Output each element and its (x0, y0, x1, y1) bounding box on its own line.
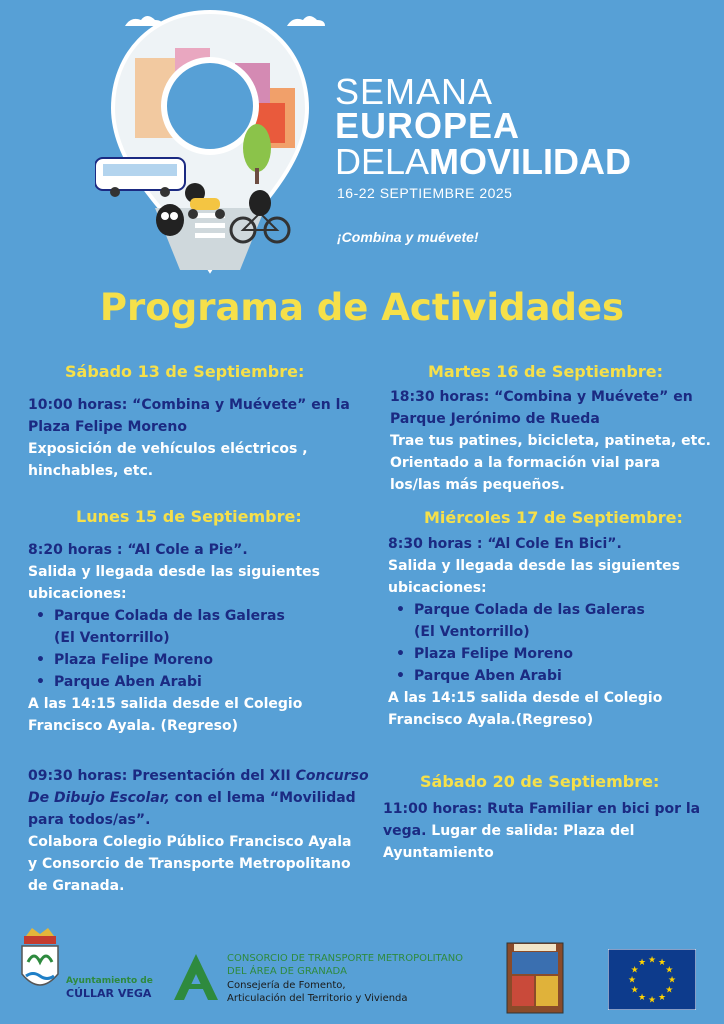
sat13-line2: Plaza Felipe Moreno (28, 419, 187, 435)
concurso-line3: para todos/as”. (28, 812, 151, 828)
consorcio-line1: CONSORCIO DE TRANSPORTE METROPOLITANO (227, 953, 464, 964)
brand-movilidad: MOVILIDAD (429, 141, 632, 182)
tue16-line4: Orientado a la formación vial para (390, 455, 661, 471)
junta-andalucia-logo-icon (170, 952, 222, 1002)
wed17-line2: Salida y llegada desde las siguientes (388, 558, 680, 574)
sat13-line1: 10:00 horas: “Combina y Muévete” en la (28, 397, 350, 413)
list-item-continuation: (El Ventorrillo) (414, 624, 530, 640)
wed17-line3: ubicaciones: (388, 580, 487, 596)
eu-star-icon: ★ (657, 992, 667, 1003)
sat20-line2a: vega. (383, 823, 427, 839)
day-heading-sat13: Sábado 13 de Septiembre: (65, 362, 305, 381)
list-item: • Plaza Felipe Moreno (388, 643, 718, 665)
school-emblem-icon (506, 942, 564, 1014)
mon15-line5: Francisco Ayala. (Regreso) (28, 718, 238, 734)
tue16-line5: los/las más pequeños. (390, 477, 565, 493)
tue16-line1: 18:30 horas: “Combina y Muévete” en (390, 389, 693, 405)
eu-star-icon: ★ (657, 958, 667, 969)
sat20-line2b: Lugar de salida: Plaza del (426, 823, 635, 839)
concurso-line1a: 09:30 horas: Presentación del XII (28, 768, 296, 784)
tue16-block (390, 386, 720, 496)
eu-star-icon: ★ (637, 992, 647, 1003)
eu-star-icon: ★ (637, 958, 647, 969)
concurso-line2b: con el lema “Movilidad (169, 790, 356, 806)
brand-delamovilidad (335, 141, 632, 182)
list-item: • Parque Aben Arabi (28, 671, 378, 693)
sat20-line3: Ayuntamiento (383, 845, 494, 861)
wed17-block (388, 533, 718, 731)
brand-europea: EUROPEA (335, 105, 521, 146)
pedestrian-icon (156, 204, 184, 236)
mon15-line1: 8:20 horas : “Al Cole a Pie”. (28, 542, 248, 558)
concurso-line4: Colabora Colegio Público Francisco Ayala (28, 834, 352, 850)
list-item: • Parque Colada de las Galeras (388, 599, 718, 621)
brand-dela: DELA (335, 141, 430, 182)
eu-star-icon: ★ (667, 975, 677, 986)
consorcio-line2: DEL ÁREA DE GRANADA (227, 966, 347, 977)
slogan: ¡Combina y muévete! (337, 229, 479, 245)
day-heading-sat20: Sábado 20 de Septiembre: (420, 772, 660, 791)
eu-star-icon: ★ (630, 985, 639, 996)
event-dates: 16-22 SEPTIEMBRE 2025 (337, 185, 513, 201)
ayuntamiento-label: Ayuntamiento de (66, 976, 153, 986)
concurso-line5: y Consorcio de Transporte Metropolitano (28, 856, 351, 872)
sat13-line4: hinchables, etc. (28, 463, 154, 479)
list-item: • Parque Aben Arabi (388, 665, 718, 687)
wed17-line1: 8:30 horas : “Al Cole En Bici”. (388, 536, 622, 552)
list-item-continuation: (El Ventorrillo) (54, 630, 170, 646)
eu-star-icon: ★ (647, 955, 657, 966)
concurso-line1b: Concurso (295, 768, 369, 784)
cullar-vega-coat-of-arms-icon (18, 926, 62, 998)
consorcio-line3: Consejería de Fomento, (227, 980, 346, 991)
mobility-week-pin-illustration (95, 8, 325, 278)
eu-star-icon: ★ (627, 975, 637, 986)
sat13-line3: Exposición de vehículos eléctricos , (28, 441, 308, 457)
tue16-line3: Trae tus patines, bicicleta, patineta, etc. (390, 433, 711, 449)
concurso-line2a: De Dibujo Escolar, (28, 790, 170, 806)
list-item: • Parque Colada de las Galeras (28, 605, 378, 627)
sat20-line1: 11:00 horas: Ruta Familiar en bici por la (383, 801, 701, 817)
day-heading-wed17: Miércoles 17 de Septiembre: (424, 508, 683, 527)
sat20-block (383, 798, 718, 864)
mon15-line3: ubicaciones: (28, 586, 127, 602)
cullar-vega-label: CÚLLAR VEGA (66, 987, 152, 1000)
page-title: Programa de Actividades (99, 286, 625, 329)
mon15-block (28, 539, 378, 737)
wed17-line5: Francisco Ayala.(Regreso) (388, 712, 594, 728)
mon15-line4: A las 14:15 salida desde el Colegio (28, 696, 303, 712)
eu-star-icon: ★ (665, 965, 674, 976)
consorcio-line4: Articulación del Territorio y Vivienda (227, 993, 408, 1004)
cloud-icon (287, 16, 325, 26)
concurso-line6: de Granada. (28, 878, 125, 894)
day-heading-tue16: Martes 16 de Septiembre: (428, 362, 663, 381)
sat13-block (28, 394, 378, 482)
concurso-block (28, 765, 378, 897)
brand-semana: SEMANA (335, 71, 494, 112)
tue16-line2: Parque Jerónimo de Rueda (390, 411, 600, 427)
day-heading-mon15: Lunes 15 de Septiembre: (76, 507, 302, 526)
list-item: • Plaza Felipe Moreno (28, 649, 378, 671)
mon15-line2: Salida y llegada desde las siguientes (28, 564, 320, 580)
eu-star-icon: ★ (630, 965, 639, 976)
eu-star-icon: ★ (665, 985, 674, 996)
eu-flag-icon (608, 949, 696, 1010)
wed17-line4: A las 14:15 salida desde el Colegio (388, 690, 663, 706)
eu-star-icon: ★ (647, 995, 657, 1006)
